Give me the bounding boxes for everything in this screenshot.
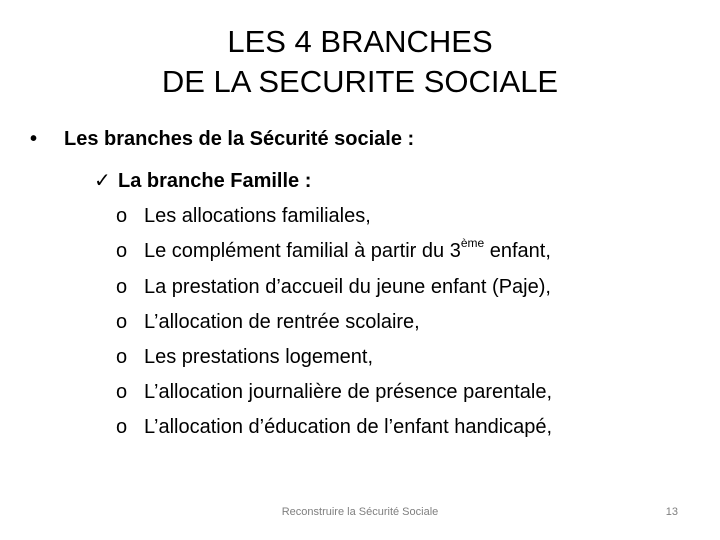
circle-bullet-icon: o bbox=[116, 381, 128, 403]
list-item-text: L’allocation journalière de présence parentale, bbox=[144, 381, 553, 403]
list-item bbox=[116, 236, 551, 263]
list-item bbox=[116, 205, 371, 228]
list-item-text: Le complément familial à partir du 3 bbox=[144, 240, 461, 262]
list-item bbox=[116, 381, 552, 404]
checkmark-icon: ✓ bbox=[94, 170, 111, 192]
list-item-text: L’allocation d’éducation de l’enfant handicapé, bbox=[144, 416, 553, 438]
circle-bullet-icon: o bbox=[116, 276, 128, 298]
list-item-text-after: enfant, bbox=[484, 240, 551, 262]
page-number: 13 bbox=[665, 506, 678, 518]
footer-text: Reconstruire la Sécurité Sociale bbox=[281, 506, 439, 518]
level-1-text: Les branches de la Sécurité sociale : bbox=[64, 128, 415, 150]
circle-bullet-icon: o bbox=[116, 240, 128, 262]
title-line-2: DE LA SECURITE SOCIALE bbox=[161, 64, 559, 99]
bullet-level-1 bbox=[30, 128, 414, 151]
bullet-icon: • bbox=[30, 128, 38, 150]
list-item bbox=[116, 311, 420, 334]
list-item-text: Les allocations familiales, bbox=[144, 205, 371, 227]
circle-bullet-icon: o bbox=[116, 311, 128, 333]
list-item bbox=[116, 416, 552, 439]
list-item-text: Les prestations logement, bbox=[144, 346, 374, 368]
list-item bbox=[116, 346, 373, 369]
circle-bullet-icon: o bbox=[116, 346, 128, 368]
list-item-text: L’allocation de rentrée scolaire, bbox=[144, 311, 420, 333]
bullet-level-2 bbox=[94, 168, 311, 193]
circle-bullet-icon: o bbox=[116, 416, 128, 438]
circle-bullet-icon: o bbox=[116, 205, 128, 227]
slide-title bbox=[0, 22, 720, 102]
superscript: ème bbox=[460, 236, 485, 251]
title-line-1: LES 4 BRANCHES bbox=[227, 24, 493, 59]
level-2-text: La branche Famille : bbox=[118, 170, 312, 192]
list-item-text: La prestation d’accueil du jeune enfant (Paje), bbox=[144, 276, 551, 298]
list-item bbox=[116, 276, 551, 299]
